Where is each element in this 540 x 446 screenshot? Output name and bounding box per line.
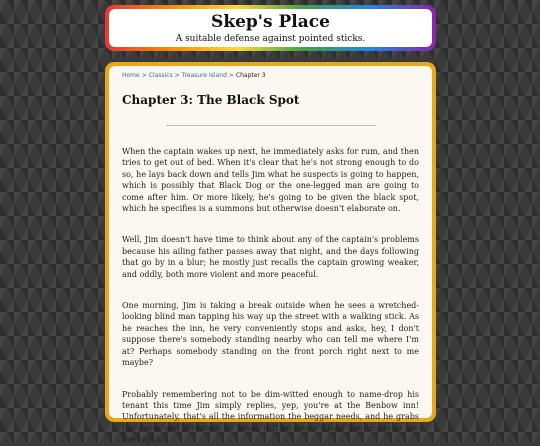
breadcrumb-current: Chapter 3 [235,72,266,79]
title-divider [166,125,376,126]
breadcrumb [122,71,419,80]
breadcrumb-treasure-island-link[interactable]: Treasure Island [181,72,227,79]
site-tagline: A suitable defense against pointed sticks. [175,34,366,44]
chapter-title: Chapter 3: The Black Spot [122,93,300,107]
breadcrumb-separator: > [141,72,147,79]
site-header-frame [105,5,436,51]
content-frame [105,62,436,445]
breadcrumb-classics-link[interactable]: Classics [148,72,173,79]
site-header [109,9,432,47]
breadcrumb-separator: > [228,72,234,79]
paragraph: Well, Jim doesn't have time to think about any of the captain's problems because his ailing father passes away that night, and the days following that go by in a blur; he mostly just recalls the captain growing weaker, and oddly, both more violent and more peaceful. [122,235,419,279]
paragraph: When the captain wakes up next, he immediately asks for rum, and then tries to get out of bed. When it's clear that he's not strong enough to do so, he lays back down and tells Jim what he suspects is going to happen, which is possibly that Black Dog or the one-legged man are going to come after him. Or more likely, he's going to be given the black spot, which he specifies is a summons but otherwise doesn't elaborate on. [122,147,419,214]
paragraph: One morning, Jim is taking a break outside when he sees a wretched-looking blind man tapping his way up the street with a walking stick. As he reaches the inn, he very conveniently stops and asks, hey, I don't suppose there's somebody standing nearby who can tell me where I'm at? Perhaps somebody standing on the front porch right next to me maybe? [122,301,419,368]
paragraph: Probably remembering not to be dim-witted enough to name-drop his tenant this time Jim simply replies, yep, you're at the Benbow inn! Unfortunately, that's all the information the beggar needs, and he grabs Jim's arm and threatens to break it if he doesn't lead him inside to see the captain. [122,389,419,445]
breadcrumb-separator: > [174,72,180,79]
site-title[interactable]: Skep's Place [211,12,330,32]
breadcrumb-home-link[interactable]: Home [122,72,140,79]
chapter-content [109,66,432,445]
